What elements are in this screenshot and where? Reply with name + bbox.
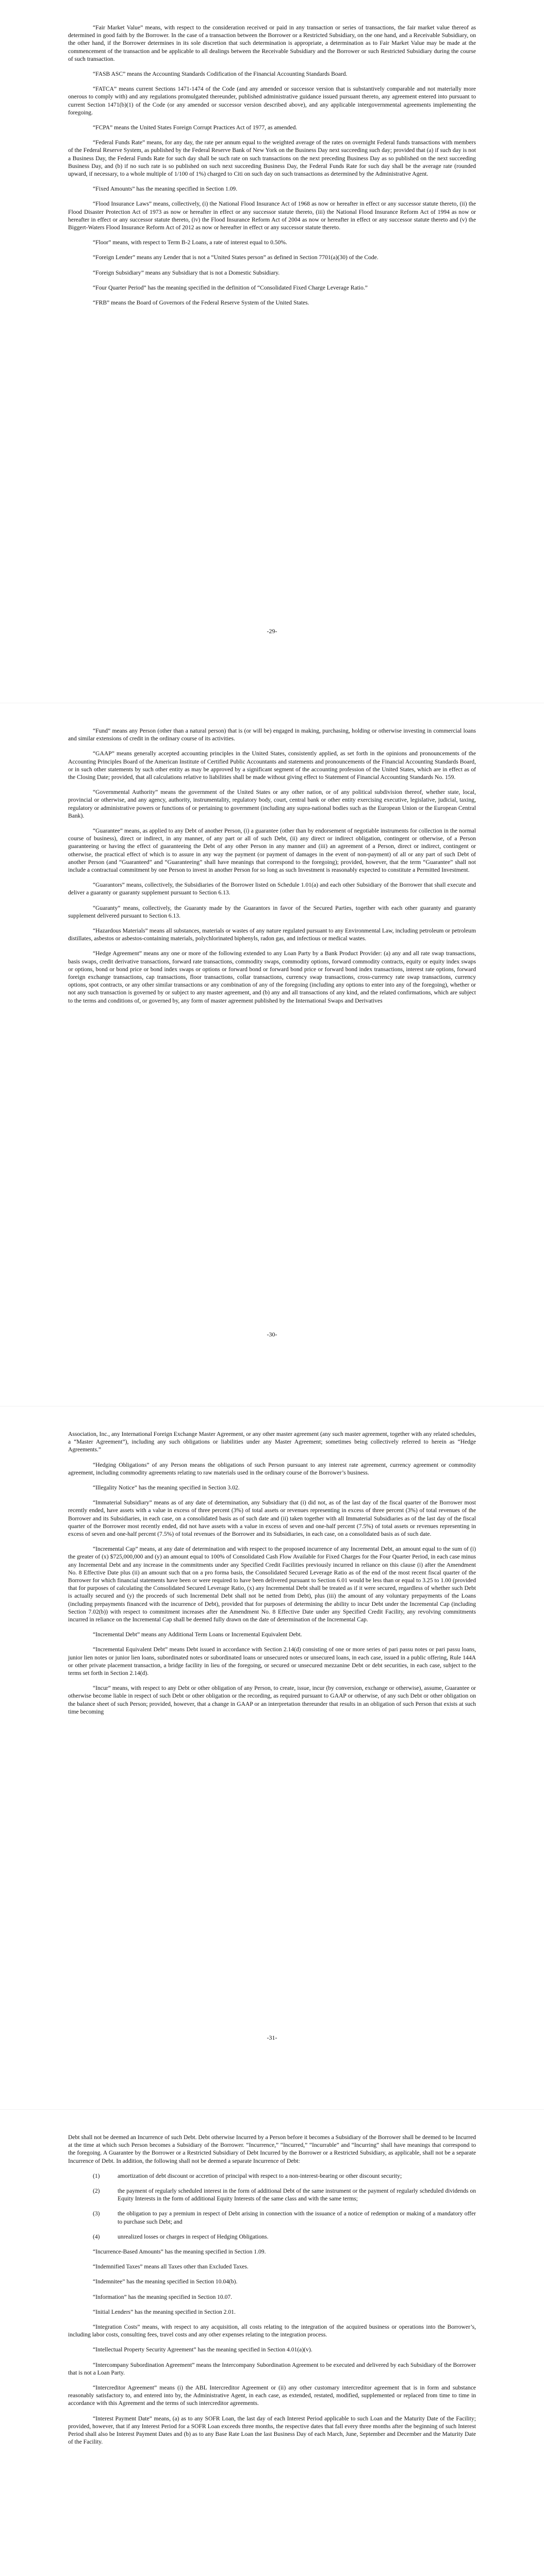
page-body bbox=[68, 727, 476, 1012]
def-fair-market-value: “Fair Market Value” means, with respect to the consideration received or paid in any transaction or series of transactions, the fair market value thereof as determined in good faith by the Borrower. In the case of a transaction between the Borrower or a Restricted Subsidiary, on the one hand, and a Receivable Subsidiary, on the other hand, if the Borrower determines in its sole discretion that such determination is appropriate, a determination as to Fair Market Value may be made at the commencement of the transaction and be applicable to all dealings between the Receivable Subsidiary and the Borrower or such Restricted Subsidiary during the course of such transaction. bbox=[68, 24, 476, 62]
page-32 bbox=[0, 2110, 544, 2576]
item-text: amortization of debt discount or accretion of principal with respect to a non-interest-bearing or other discount security; bbox=[118, 2172, 402, 2179]
def-guarantee: “Guarantee” means, as applied to any Debt of another Person, (i) a guarantee (other than by endorsement of negotiable instruments for collection in the normal course of business), direct or indirect, in any manner, of any part or all of such Debt, (ii) any direct or indirect obligation, contingent or otherwise, of a Person guaranteeing or having the effect of guaranteeing the Debt of any other Person in any manner and (iii) an agreement of a Person, direct or indirect, contingent or otherwise, the practical effect of which is to assure in any way the payment (or payment of damages in the event of non-payment) of all or any part of such Debt of another Person (and “Guaranteed” and “Guaranteeing” shall have meanings that correspond to the foregoing); provided, however, that the term “Guarantee” shall not include a contractual commitment by one Person to invest in another Person for so long as such Investment is reasonably expected to constitute a Permitted Investment. bbox=[68, 827, 476, 874]
def-incurrence-based-amounts: “Incurrence-Based Amounts” has the meaning specified in Section 1.09. bbox=[93, 2248, 266, 2256]
def-immaterial-subsidiary: “Immaterial Subsidiary” means as of any date of determination, any Subsidiary that (i) did not, as of the last day of the fiscal quarter of the Borrower most recently ended, have assets with a value in excess of three percent (3%) of total assets or revenues representing in excess of three percent (3%) of total revenues of the Borrower and its Subsidiaries, in each case, on a consolidated basis as of such date and (ii) taken together with all Immaterial Subsidiaries as of the last day of the fiscal quarter of the Borrower most recently ended, did not have assets with a value in excess of seven and one-half percent (7.5%) of total assets or revenues representing in excess of seven and one-half percent (7.5%) of total revenues of the Borrower and its Subsidiaries, in each case, on a consolidated basis as of such date. bbox=[68, 1499, 476, 1538]
def-information: “Information” has the meaning specified in Section 10.07. bbox=[93, 2293, 233, 2300]
page-31 bbox=[0, 1406, 544, 2110]
def-hazardous-materials: “Hazardous Materials” means all substances, materials or wastes of any nature regulated pursuant to any Environmental Law, including petroleum or petroleum distillates, asbestos or asbestos-containing materials, polychlorinated biphenyls, radon gas, and infectious or medical wastes. bbox=[68, 927, 476, 942]
page-number: -29- bbox=[267, 628, 277, 635]
def-foreign-subsidiary: “Foreign Subsidiary” means any Subsidiary that is not a Domestic Subsidiary. bbox=[93, 269, 280, 276]
page-30 bbox=[0, 703, 544, 1406]
def-guaranty: “Guaranty” means, collectively, the Guaranty made by the Guarantors in favor of the Secured Parties, together with each other guaranty and guaranty supplement delivered pursuant to Section 6.13. bbox=[68, 904, 476, 919]
def-intercreditor-agreement: “Intercreditor Agreement” means (i) the ABL Intercreditor Agreement or (ii) any other customary intercreditor agreement that is in form and substance reasonably satisfactory to, and entered into by, the Administrative Agent, in each case, as extended, restated, modified, supplemented or replaced from time to time in accordance with this Agreement and the terms of such intercreditor agreements. bbox=[68, 2384, 476, 2407]
page-body bbox=[68, 24, 476, 314]
def-hedge-agreement-continued: Association, Inc., any International Foreign Exchange Master Agreement, or any other master agreement (any such master agreement, together with any related schedules, a “Master Agreement”), including any such obligations or liabilities under any Master Agreement; sometimes being collectively referred to herein as “Hedge Agreements.” bbox=[68, 1431, 476, 1453]
def-initial-lenders: “Initial Lenders” has the meaning specified in Section 2.01. bbox=[93, 2308, 236, 2315]
def-hedge-agreement: “Hedge Agreement” means any one or more of the following extended to any Loan Party by a Bank Product Provider: (a) any and all rate swap transactions, basis swaps, credit derivative transactions, forward rate transactions, commodity swaps, commodity options, forward commodity contracts, equity or equity index swaps or options, bond or bond price or bond index swaps or options or forward bond or forward bond price or forward bond index transactions, interest rate options, forward foreign exchange transactions, cap transactions, floor transactions, collar transactions, currency swap transactions, cross-currency rate swap transactions, currency options, spot contracts, or any other similar transactions or any combination of any of the foregoing (including any options to enter into any of the foregoing), whether or not any such transaction is governed by or subject to any master agreement, and (b) any and all transactions of any kind, and the related confirmations, which are subject to the terms and conditions of, or governed by, any form of master agreement published by the International Swaps and Derivatives bbox=[68, 950, 476, 1004]
def-incremental-cap: “Incremental Cap” means, at any date of determination and with respect to the proposed incurrence of any Incremental Debt, an amount equal to the sum of (i) the greater of (x) $725,000,000 and (y) an amount equal to 100% of Consolidated Cash Flow Available for Fixed Charges for the Four Quarter Period, in each case minus any Incremental Debt and any increase in the commitments under any Specified Credit Facilities previously incurred in reliance on this clause (i) after the Amendment No. 8 Effective Date plus (ii) an amount such that on a pro forma basis, the Consolidated Secured Leverage Ratio as of the end of the most recent fiscal quarter of the Borrower for which financial statements have been or were required to have been delivered pursuant to Section 6.01 would be less than or equal to 3.25 to 1.00 (provided that for purposes of calculating the Consolidated Secured Leverage Ratio, (x) any Incremental Debt shall be treated as if it were secured, regardless of whether such Debt is actually secured and (y) the proceeds of such Incremental Debt shall not be netted from Debt), plus (iii) the amount of any voluntary prepayments of the Loans (including prepayments financed with the incurrence of Debt), provided that for purposes of determining the ability to incur Debt under the Incremental Cap (including Section 7.02(b)) with respect to commitment increases after the Amendment No. 8 Effective Date under any Specified Credit Facility, any revolving commitments incurred in reliance on the Incremental Cap shall be deemed fully drawn on the date of determination of the Incremental Cap. bbox=[68, 1546, 476, 1623]
def-four-quarter-period: “Four Quarter Period” has the meaning specified in the definition of “Consolidated Fixed Charge Leverage Ratio.” bbox=[93, 284, 368, 291]
def-frb: “FRB” means the Board of Governors of the Federal Reserve System of the United States. bbox=[93, 299, 309, 307]
def-illegality-notice: “Illegality Notice” has the meaning specified in Section 3.02. bbox=[93, 1484, 240, 1492]
item-number: (1) bbox=[93, 2172, 100, 2179]
def-incremental-equivalent-debt: “Incremental Equivalent Debt” means Debt issued in accordance with Section 2.14(d) consisting of one or more series of pari passu notes or pari passu loans, junior lien notes or junior lien loans, subordinated notes or subordinated loans or unsecured notes or unsecured loans, in each case, issued in a public offering, Rule 144A or other private placement transaction, a bridge facility in lieu of the foregoing, or secured or unsecured mezzanine Debt or debt securities, in each case, subject to the terms set forth in Section 2.14(d). bbox=[68, 1646, 476, 1677]
def-fatca: “FATCA” means current Sections 1471-1474 of the Code (and any amended or successor version that is substantively comparable and not materially more onerous to comply with) and any regulations promulgated thereunder, published administrative guidance issued pursuant thereto, any agreement entered into pursuant to current Section 1471(b)(1) of the Code (or any amended or successor version described above), and any applicable intergovernmental agreements implementing the foregoing. bbox=[68, 86, 476, 116]
def-federal-funds-rate: “Federal Funds Rate” means, for any day, the rate per annum equal to the weighted average of the rates on overnight Federal funds transactions with members of the Federal Reserve System, as published by the Federal Reserve Bank of New York on the Business Day next succeeding such day; provided that (a) if such day is not a Business Day, the Federal Funds Rate for such day shall be such rate on such transactions on the next preceding Business Day as so published on the next succeeding Business Day, and (b) if no such rate is so published on such next succeeding Business Day, the Federal Funds Rate for such day shall be the average rate (rounded upward, if necessary, to a whole multiple of 1/100 of 1%) charged to Citi on such day on such transactions as determined by the Administrative Agent. bbox=[68, 139, 476, 178]
def-ip-security-agreement: “Intellectual Property Security Agreement” has the meaning specified in Section 4.01(a)(v). bbox=[93, 2346, 312, 2353]
def-incremental-debt: “Incremental Debt” means any Additional Term Loans or Incremental Equivalent Debt. bbox=[93, 1631, 302, 1638]
page-body bbox=[68, 1430, 476, 1723]
def-incur: “Incur” means, with respect to any Debt or other obligation of any Person, to create, issue, incur (by conversion, exchange or otherwise), assume, Guarantee or otherwise become liable in respect of such Debt or other obligation or the recording, as required pursuant to GAAP or otherwise, of any such Debt or other obligation on the balance sheet of such Person; provided, however, that a change in GAAP or an interpretation thereunder that results in an obligation of such Person that exists at such time becoming bbox=[68, 1685, 476, 1715]
def-indemnitee: “Indemnitee” has the meaning specified in Section 10.04(b). bbox=[93, 2278, 238, 2285]
page-body bbox=[68, 2133, 476, 2453]
def-fcpa: “FCPA” means the United States Foreign Corrupt Practices Act of 1977, as amended. bbox=[93, 124, 298, 131]
page-number: -30- bbox=[267, 1331, 277, 1338]
item-text: the obligation to pay a premium in respect of Debt arising in connection with the issuance of a notice of redemption or making of a mandatory offer to purchase such Debt; and bbox=[118, 2210, 476, 2225]
def-hedging-obligations: “Hedging Obligations” of any Person means the obligations of such Person pursuant to any interest rate agreement, currency agreement or commodity agreement, including commodity agreements relating to raw materials used in the ordinary course of the Borrower’s business. bbox=[68, 1461, 476, 1476]
def-integration-costs: “Integration Costs” means, with respect to any acquisition, all costs relating to the integration of the acquired business or operations into the Borrower’s, including labor costs, consulting fees, travel costs and any other expenses relating to the integration process. bbox=[68, 2324, 476, 2338]
def-governmental-authority: “Governmental Authority” means the government of the United States or any other nation, or of any political subdivision thereof, whether state, local, provincial or otherwise, and any agency, authority, instrumentality, regulatory body, court, central bank or other entity exercising executive, legislative, judicial, taxing, regulatory or administrative powers or functions of or pertaining to government (including any supra-national bodies such as the European Union or the European Central Bank). bbox=[68, 789, 476, 819]
def-incur-continued: Debt shall not be deemed an Incurrence of such Debt. Debt otherwise Incurred by a Person before it becomes a Subsidiary of the Borrower shall be deemed to be Incurred at the time at which such Person becomes a Subsidiary of the Borrower. “Incurrence,” “Incurred,” “Incurrable” and “Incurring” shall have meanings that correspond to the foregoing. A Guarantee by the Borrower or a Restricted Subsidiary of Debt Incurred by the Borrower or a Restricted Subsidiary, as applicable, shall not be a separate Incurrence of Debt. In addition, the following shall not be deemed a separate Incurrence of Debt: bbox=[68, 2134, 476, 2164]
item-number: (2) bbox=[93, 2188, 100, 2195]
def-interest-payment-date: “Interest Payment Date” means, (a) as to any SOFR Loan, the last day of each Interest Period applicable to such Loan and the Maturity Date of the Facility; provided, however, that if any Interest Period for a SOFR Loan exceeds three months, the respective dates that fall every three months after the beginning of such Interest Period shall also be Interest Payment Dates and (b) as to any Base Rate Loan the last Business Day of each March, June, September and December and the Maturity Date of the Facility. bbox=[68, 2415, 476, 2446]
def-indemnified-taxes: “Indemnified Taxes” means all Taxes other than Excluded Taxes. bbox=[93, 2263, 249, 2270]
def-fund: “Fund” means any Person (other than a natural person) that is (or will be) engaged in making, purchasing, holding or otherwise investing in commercial loans and similar extensions of credit in the ordinary course of its activities. bbox=[68, 727, 476, 742]
def-floor: “Floor” means, with respect to Term B-2 Loans, a rate of interest equal to 0.50%. bbox=[93, 239, 287, 246]
incur-exclusion-item bbox=[68, 2172, 476, 2180]
def-intercompany-subordination-agreement: “Intercompany Subordination Agreement” means the Intercompany Subordination Agreement to be executed and delivered by each Subsidiary of the Borrower that is not a Loan Party. bbox=[68, 2361, 476, 2376]
def-flood-insurance-laws: “Flood Insurance Laws” means, collectively, (i) the National Flood Insurance Act of 1968 as now or hereafter in effect or any successor statute thereto, (ii) the Flood Disaster Protection Act of 1973 as now or hereafter in effect or any successor statute thereto, (iii) the National Flood Insurance Reform Act of 1994 as now or hereafter in effect or any successor statute thereto, (iv) the Flood Insurance Reform Act of 2004 as now or hereafter in effect or any successor statute thereto and (v) the Biggert-Waters Flood Insurance Reform Act of 2012 as now or hereafter in effect or any successor statute thereto. bbox=[68, 200, 476, 231]
item-text: the payment of regularly scheduled interest in the form of additional Debt of the same instrument or the payment of regularly scheduled dividends on Equity Interests in the form of additional Equity Interests of the same class and with the same terms; bbox=[118, 2188, 476, 2202]
incur-exclusion-item bbox=[68, 2187, 476, 2202]
incur-exclusion-item bbox=[68, 2233, 476, 2241]
page-29 bbox=[0, 0, 544, 703]
incur-exclusion-item bbox=[68, 2210, 476, 2225]
def-fixed-amounts: “Fixed Amounts” has the meaning specified in Section 1.09. bbox=[93, 185, 238, 193]
def-fasb-asc: “FASB ASC” means the Accounting Standards Codification of the Financial Accounting Standards Board. bbox=[93, 71, 348, 78]
page-number: -31- bbox=[267, 2034, 277, 2041]
def-guarantors: “Guarantors” means, collectively, the Subsidiaries of the Borrower listed on Schedule 1.01(a) and each other Subsidiary of the Borrower that shall execute and deliver a guaranty or guaranty supplement pursuant to Section 6.13. bbox=[68, 882, 476, 896]
def-foreign-lender: “Foreign Lender” means any Lender that is not a “United States person” as defined in Section 7701(a)(30) of the Code. bbox=[93, 254, 378, 261]
item-text: unrealized losses or charges in respect of Hedging Obligations. bbox=[118, 2233, 269, 2240]
def-gaap: “GAAP” means generally accepted accounting principles in the United States, consistently applied, as set forth in the opinions and pronouncements of the Accounting Principles Board of the American Institute of Certified Public Accountants and statements and pronouncements of the Financial Accounting Standards Board, or in such other statements by such other entity as may be approved by a significant segment of the accounting profession of the United States, which are in effect as of the Closing Date; provided, that all calculations relative to liabilities shall be made without giving effect to Statement of Financial Accounting Standards No. 159. bbox=[68, 750, 476, 781]
item-number: (3) bbox=[93, 2210, 100, 2217]
item-number: (4) bbox=[93, 2233, 100, 2240]
